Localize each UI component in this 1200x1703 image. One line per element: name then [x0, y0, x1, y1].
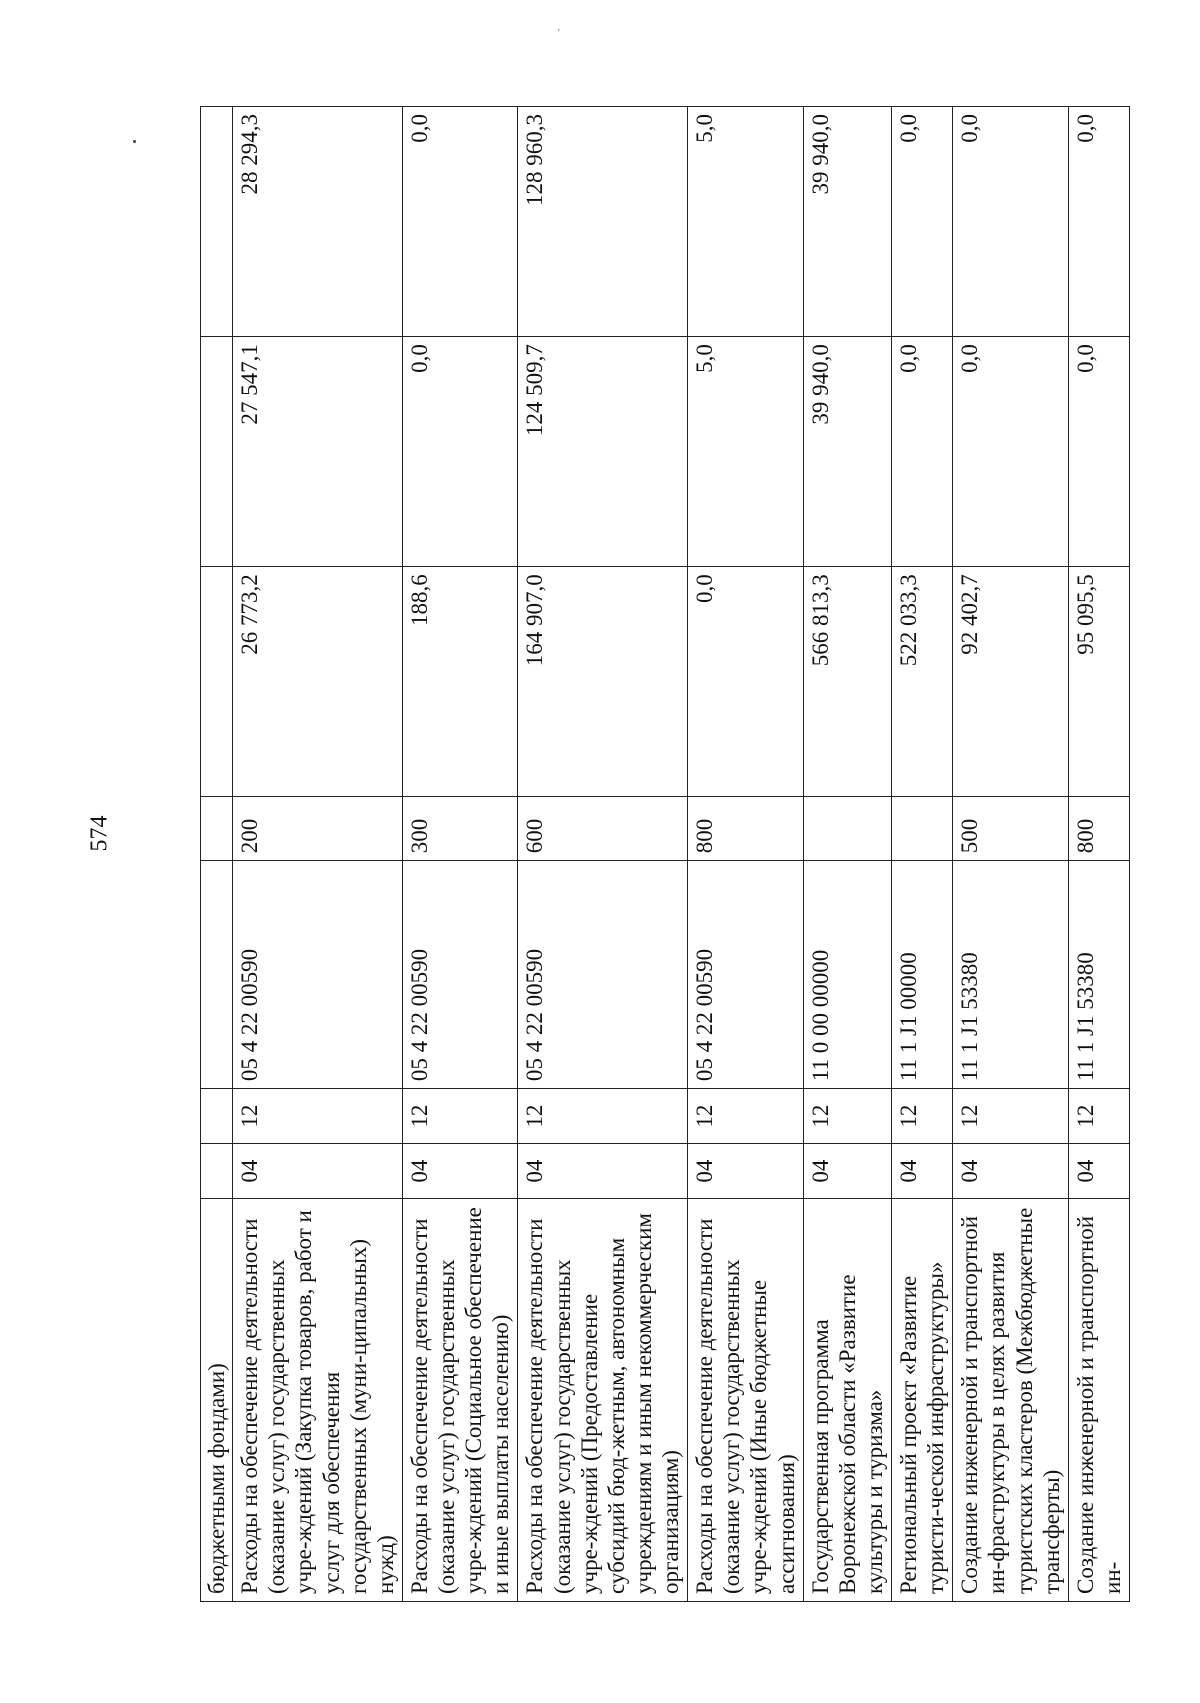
amount-year-3-cell: 128 960,3: [518, 107, 688, 337]
subsection-code-cell: 12: [402, 1089, 518, 1144]
scan-dot: [133, 140, 136, 143]
amount-year-2-cell: 5,0: [688, 337, 804, 567]
amount-year-3-cell: [201, 107, 233, 337]
subsection-code-cell: 12: [1068, 1089, 1129, 1144]
amount-year-1-cell: 95 095,5: [1068, 567, 1129, 797]
target-article-cell: 05 4 22 00590: [233, 861, 403, 1089]
table-row: [233, 107, 403, 1602]
target-article-cell: 11 1 J1 53380: [1068, 861, 1129, 1089]
page-number: 574: [86, 815, 113, 852]
expense-type-cell: [201, 797, 233, 861]
amount-year-3-cell: 39 940,0: [803, 107, 891, 337]
table-row: [803, 107, 891, 1602]
subsection-code-cell: 12: [518, 1089, 688, 1144]
section-code-cell: [201, 1144, 233, 1199]
amount-year-3-cell: 5,0: [688, 107, 804, 337]
rotated-table-container: [200, 106, 1130, 1602]
table-row: [1068, 107, 1129, 1602]
expense-type-cell: 200: [233, 797, 403, 861]
section-code-cell: 04: [233, 1144, 403, 1199]
amount-year-1-cell: 92 402,7: [953, 567, 1069, 797]
expense-type-cell: [803, 797, 891, 861]
amount-year-2-cell: 0,0: [953, 337, 1069, 567]
target-article-cell: 11 1 J1 00000: [892, 861, 953, 1089]
amount-year-3-cell: 0,0: [953, 107, 1069, 337]
amount-year-2-cell: 0,0: [402, 337, 518, 567]
amount-year-2-cell: 124 509,7: [518, 337, 688, 567]
amount-year-2-cell: 39 940,0: [803, 337, 891, 567]
amount-year-1-cell: 566 813,3: [803, 567, 891, 797]
expense-type-cell: 500: [953, 797, 1069, 861]
budget-table: [200, 106, 1130, 1602]
amount-year-3-cell: 28 294,3: [233, 107, 403, 337]
section-code-cell: 04: [953, 1144, 1069, 1199]
expense-name-cell: Расходы на обеспечение деятельности (оказание услуг) государственных учре-ждений (Предоставление субсидий бюд-жетным, автономным учреждениям и иным некоммерческим организациям): [518, 1199, 688, 1602]
expense-name-cell: Региональный проект «Развитие туристи-ческой инфраструктуры»: [892, 1199, 953, 1602]
target-article-cell: 05 4 22 00590: [518, 861, 688, 1089]
subsection-code-cell: 12: [688, 1089, 804, 1144]
subsection-code-cell: 12: [233, 1089, 403, 1144]
amount-year-2-cell: 0,0: [1068, 337, 1129, 567]
amount-year-2-cell: [201, 337, 233, 567]
expense-name-cell: Создание инженерной и транспортной ин-: [1068, 1199, 1129, 1602]
table-row: [402, 107, 518, 1602]
section-code-cell: 04: [518, 1144, 688, 1199]
expense-type-cell: 800: [688, 797, 804, 861]
table-row: [892, 107, 953, 1602]
section-code-cell: 04: [892, 1144, 953, 1199]
amount-year-3-cell: 0,0: [402, 107, 518, 337]
budget-table-body: [201, 107, 1130, 1602]
amount-year-2-cell: 0,0: [892, 337, 953, 567]
expense-type-cell: 800: [1068, 797, 1129, 861]
section-code-cell: 04: [402, 1144, 518, 1199]
subsection-code-cell: 12: [803, 1089, 891, 1144]
section-code-cell: 04: [803, 1144, 891, 1199]
expense-name-cell: бюджетными фондами): [201, 1199, 233, 1602]
expense-type-cell: 600: [518, 797, 688, 861]
section-code-cell: 04: [1068, 1144, 1129, 1199]
amount-year-1-cell: 26 773,2: [233, 567, 403, 797]
expense-name-cell: Создание инженерной и транспортной ин-фраструктуры в целях развития туристских кластеров (Межбюджетные трансферты): [953, 1199, 1069, 1602]
expense-name-cell: Государственная программа Воронежской области «Развитие культуры и туризма»: [803, 1199, 891, 1602]
expense-type-cell: 300: [402, 797, 518, 861]
subsection-code-cell: 12: [892, 1089, 953, 1144]
amount-year-1-cell: 522 033,3: [892, 567, 953, 797]
table-row: [688, 107, 804, 1602]
scan-speck: ʼ: [557, 28, 561, 39]
target-article-cell: 11 0 00 00000: [803, 861, 891, 1089]
amount-year-1-cell: [201, 567, 233, 797]
table-row: [953, 107, 1069, 1602]
target-article-cell: [201, 861, 233, 1089]
amount-year-1-cell: 164 907,0: [518, 567, 688, 797]
target-article-cell: 05 4 22 00590: [402, 861, 518, 1089]
expense-type-cell: [892, 797, 953, 861]
subsection-code-cell: 12: [953, 1089, 1069, 1144]
section-code-cell: 04: [688, 1144, 804, 1199]
amount-year-1-cell: 0,0: [688, 567, 804, 797]
amount-year-1-cell: 188,6: [402, 567, 518, 797]
target-article-cell: 11 1 J1 53380: [953, 861, 1069, 1089]
amount-year-2-cell: 27 547,1: [233, 337, 403, 567]
amount-year-3-cell: 0,0: [892, 107, 953, 337]
amount-year-3-cell: 0,0: [1068, 107, 1129, 337]
expense-name-cell: Расходы на обеспечение деятельности (оказание услуг) государственных учре-ждений (Закупка товаров, работ и услуг для обеспечения государственных (муни-ципальных) нужд): [233, 1199, 403, 1602]
table-row: [201, 107, 233, 1602]
table-row: [518, 107, 688, 1602]
expense-name-cell: Расходы на обеспечение деятельности (оказание услуг) государственных учре-ждений (Иные бюджетные ассигнования): [688, 1199, 804, 1602]
subsection-code-cell: [201, 1089, 233, 1144]
expense-name-cell: Расходы на обеспечение деятельности (оказание услуг) государственных учре-ждений (Социальное обеспечение и иные выплаты населению): [402, 1199, 518, 1602]
target-article-cell: 05 4 22 00590: [688, 861, 804, 1089]
